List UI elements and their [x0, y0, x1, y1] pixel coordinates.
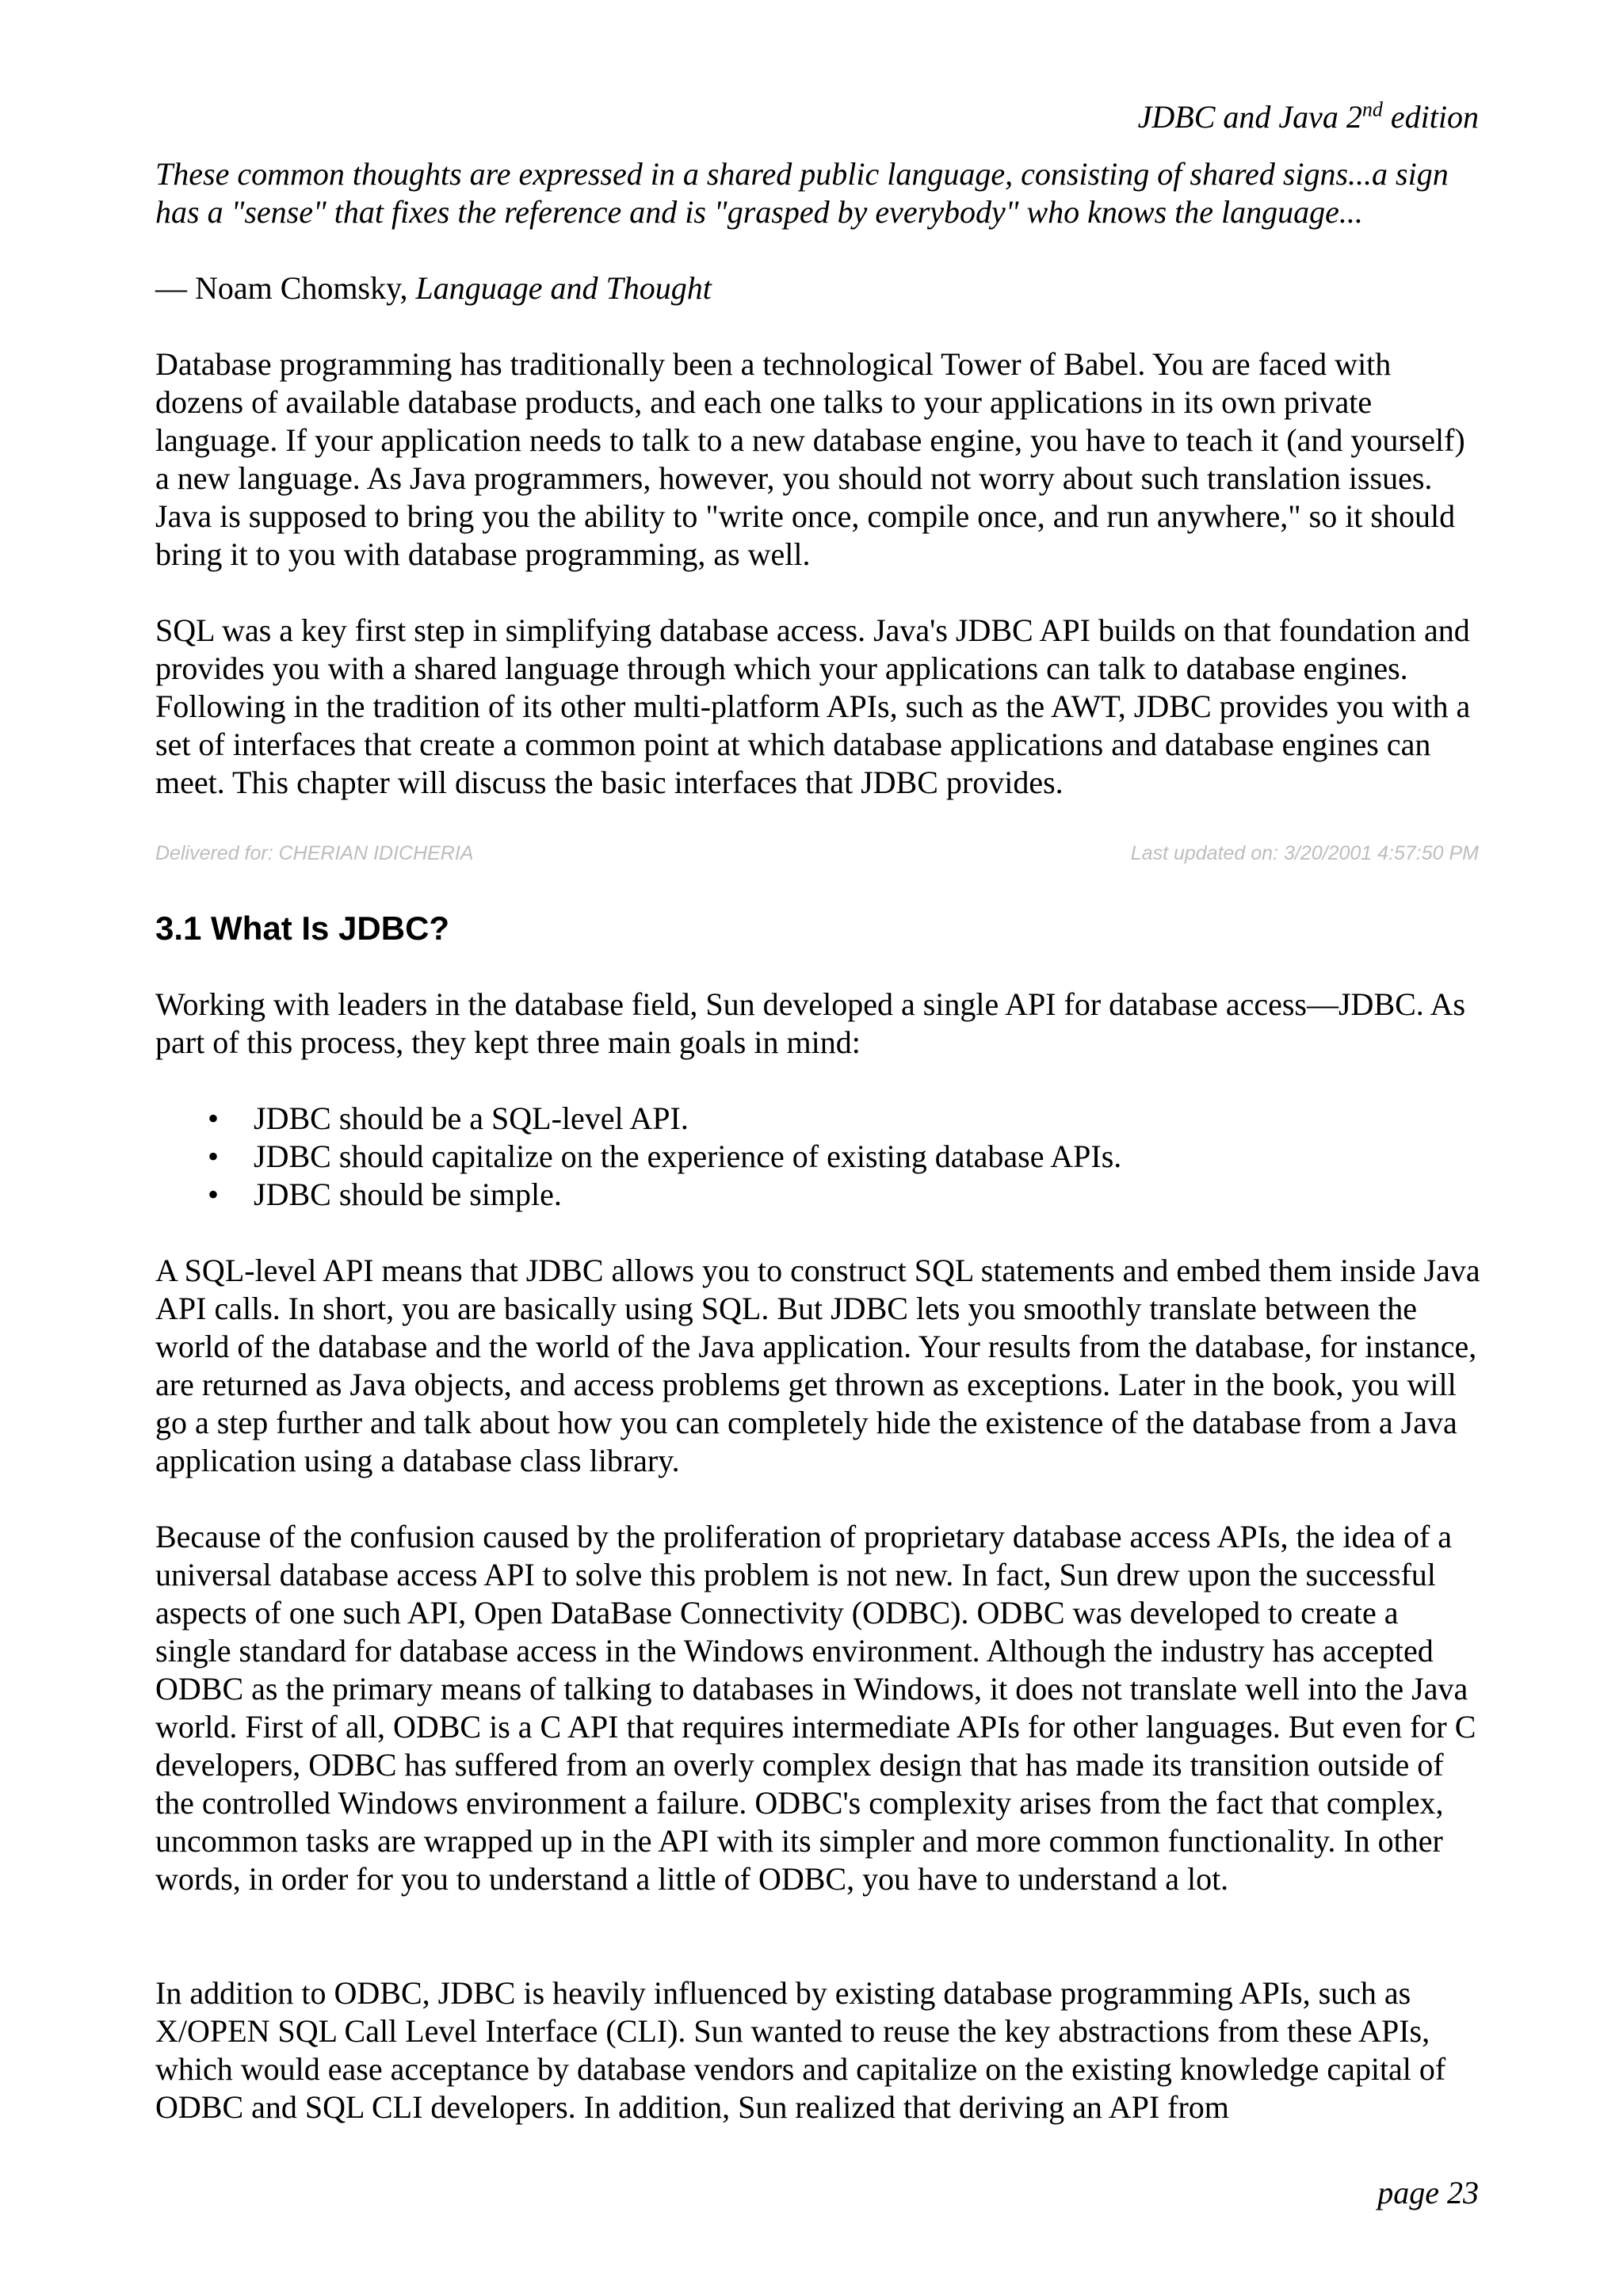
list-item	[155, 1138, 1121, 1176]
document-page	[155, 0, 1479, 2296]
list-item	[155, 1176, 1121, 1214]
goals-list	[155, 1100, 1121, 1214]
page-number: page 23	[1377, 2175, 1479, 2210]
running-header-superscript: nd	[1361, 97, 1383, 121]
list-item	[155, 1100, 1121, 1138]
bullet-icon: •	[208, 1100, 220, 1136]
bullet-icon: •	[208, 1138, 220, 1174]
body-paragraph-1: A SQL-level API means that JDBC allows you to construct SQL statements and embed them inside Java API calls. In short, you are basically using SQL. But JDBC lets you smoothly translate between the world of the database and the world of the Java application. Your results from the database, for instance, are returned as Java objects, and access problems get thrown as exceptions. Later in the book, you will go a step further and talk about how you can completely hide the existence of the database from a Java application using a database class library.	[155, 1253, 1480, 1478]
intro-paragraph-2: SQL was a key first step in simplifying database access. Java's JDBC API builds on that foundation and provides you with a shared language through which your applications can talk to database engines. Following in the tradition of its other multi-platform APIs, such as the AWT, JDBC provides you with a set of interfaces that create a common point at which database applications and database engines can meet. This chapter will discuss the basic interfaces that JDBC provides.	[155, 612, 1471, 800]
epigraph-dash: — Noam Chomsky,	[155, 270, 416, 306]
body-paragraph-2: Because of the confusion caused by the proliferation of proprietary database access APIs, the idea of a universal database access API to solve this problem is not new. In fact, Sun drew upon the successful aspects of one such API, Open DataBase Connectivity (ODBC). ODBC was developed to create a single standard for database access in the Windows environment. Although the industry has accepted ODBC as the primary means of talking to databases in Windows, it does not translate well into the Java world. First of all, ODBC is a C API that requires intermediate APIs for other languages. But even for C developers, ODBC has suffered from an overly complex design that has made its transition outside of the controlled Windows environment a failure. ODBC's complexity arises from the fact that complex, uncommon tasks are wrapped up in the API with its simpler and more common functionality. In other words, in order for you to understand a little of ODBC, you have to understand a lot.	[155, 1519, 1476, 1897]
running-header-title: JDBC and Java 2	[1137, 99, 1362, 135]
running-header-suffix: edition	[1382, 99, 1479, 135]
epigraph-source: Language and Thought	[415, 270, 712, 306]
intro-paragraph-1: Database programming has traditionally been a technological Tower of Babel. You are faced with dozens of available database products, and each one talks to your applications in its own private language. If your application needs to talk to a new database engine, you have to teach it (and yourself) a new language. As Java programmers, however, you should not worry about such translation issues. Java is supposed to bring you the ability to "write once, compile once, and run anywhere," so it should bring it to you with database programming, as well.	[155, 346, 1465, 572]
list-item-text: JDBC should be a SQL-level API.	[254, 1100, 689, 1136]
bullet-icon: •	[208, 1177, 220, 1212]
epigraph-attribution	[155, 269, 712, 307]
body-paragraph-3: In addition to ODBC, JDBC is heavily influenced by existing database programming APIs, such as X/OPEN SQL Call Level Interface (CLI). Sun wanted to reuse the key abstractions from these APIs, which would ease acceptance by database vendors and capitalize on the existing knowledge capital of ODBC and SQL CLI developers. In addition, Sun realized that deriving an API from	[155, 1975, 1446, 2125]
last-updated-text: Last updated on: 3/20/2001 4:57:50 PM	[1130, 842, 1479, 864]
section-lead-paragraph: Working with leaders in the database field, Sun developed a single API for database access—JDBC. As part of this process, they kept three main goals in mind:	[155, 986, 1466, 1060]
running-header	[1138, 98, 1479, 136]
list-item-text: JDBC should capitalize on the experience of existing database APIs.	[254, 1138, 1122, 1174]
delivered-for-text: Delivered for: CHERIAN IDICHERIA	[155, 842, 474, 864]
section-heading: 3.1 What Is JDBC?	[155, 910, 450, 947]
list-item-text: JDBC should be simple.	[254, 1177, 562, 1212]
epigraph-quote: These common thoughts are expressed in a shared public language, consisting of shared signs...a sign has a "sense" that fixes the reference and is "grasped by everybody" who knows the language...	[155, 156, 1449, 230]
